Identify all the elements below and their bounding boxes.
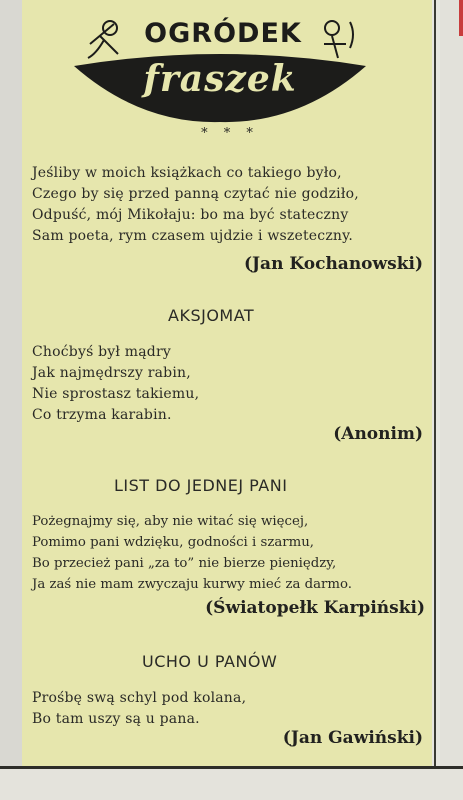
poem-ucho-u-panow: [32, 688, 246, 730]
poem-line: Odpuść, mój Mikołaju: bo ma być stateczny: [32, 207, 349, 223]
left-margin: [0, 0, 22, 800]
masthead-title-top: OGRÓDEK: [144, 18, 302, 49]
masthead: [70, 14, 370, 124]
poem-title: UCHO U PANÓW: [142, 652, 278, 671]
poem-author: (Anonim): [333, 424, 423, 444]
red-marker: [459, 0, 463, 36]
masthead-title-bottom: fraszek: [143, 58, 297, 100]
poem-line: Bo tam uszy są u pana.: [32, 711, 200, 727]
poem-line: Pożegnajmy się, aby nie witać się więcej,: [32, 514, 309, 529]
poem-line: Sam poeta, rym czasem ujdzie i wszeteczny.: [32, 228, 354, 244]
poem-line: Prośbę swą schyl pod kolana,: [32, 690, 247, 706]
poem-line: Co trzyma karabin.: [32, 407, 172, 423]
poem-line: Czego by się przed panną czytać nie godziło,: [32, 186, 359, 202]
poem-title: AKSJOMAT: [168, 306, 255, 325]
poem-line: Jak najmędrszy rabin,: [32, 365, 191, 381]
poem-line: Ja zaś nie mam zwyczaju kurwy mieć za darmo.: [32, 577, 353, 592]
poem-list-do-jednej-pani: [32, 511, 352, 595]
poem-line: Jeśliby w moich książkach co takiego było,: [32, 165, 342, 181]
column-divider: [434, 0, 436, 766]
poem-kochanowski: [32, 163, 359, 247]
poem-author: (Światopełk Karpiński): [205, 598, 425, 618]
bottom-margin: [0, 769, 463, 800]
poem-line: Bo przecież pani „za to” nie bierze pieniędzy,: [32, 556, 337, 571]
poem-aksjomat: [32, 342, 199, 426]
poem-author: (Jan Kochanowski): [243, 254, 423, 274]
poem-author: (Jan Gawiński): [282, 728, 423, 748]
adjacent-column: [440, 0, 463, 766]
poem-title: LIST DO JEDNEJ PANI: [114, 476, 288, 495]
separator-stars: * * *: [201, 126, 259, 141]
poem-line: Pomimo pani wdzięku, godności i szarmu,: [32, 535, 315, 550]
poem-line: Nie sprostasz takiemu,: [32, 386, 200, 402]
poem-line: Choćbyś był mądry: [32, 344, 171, 360]
